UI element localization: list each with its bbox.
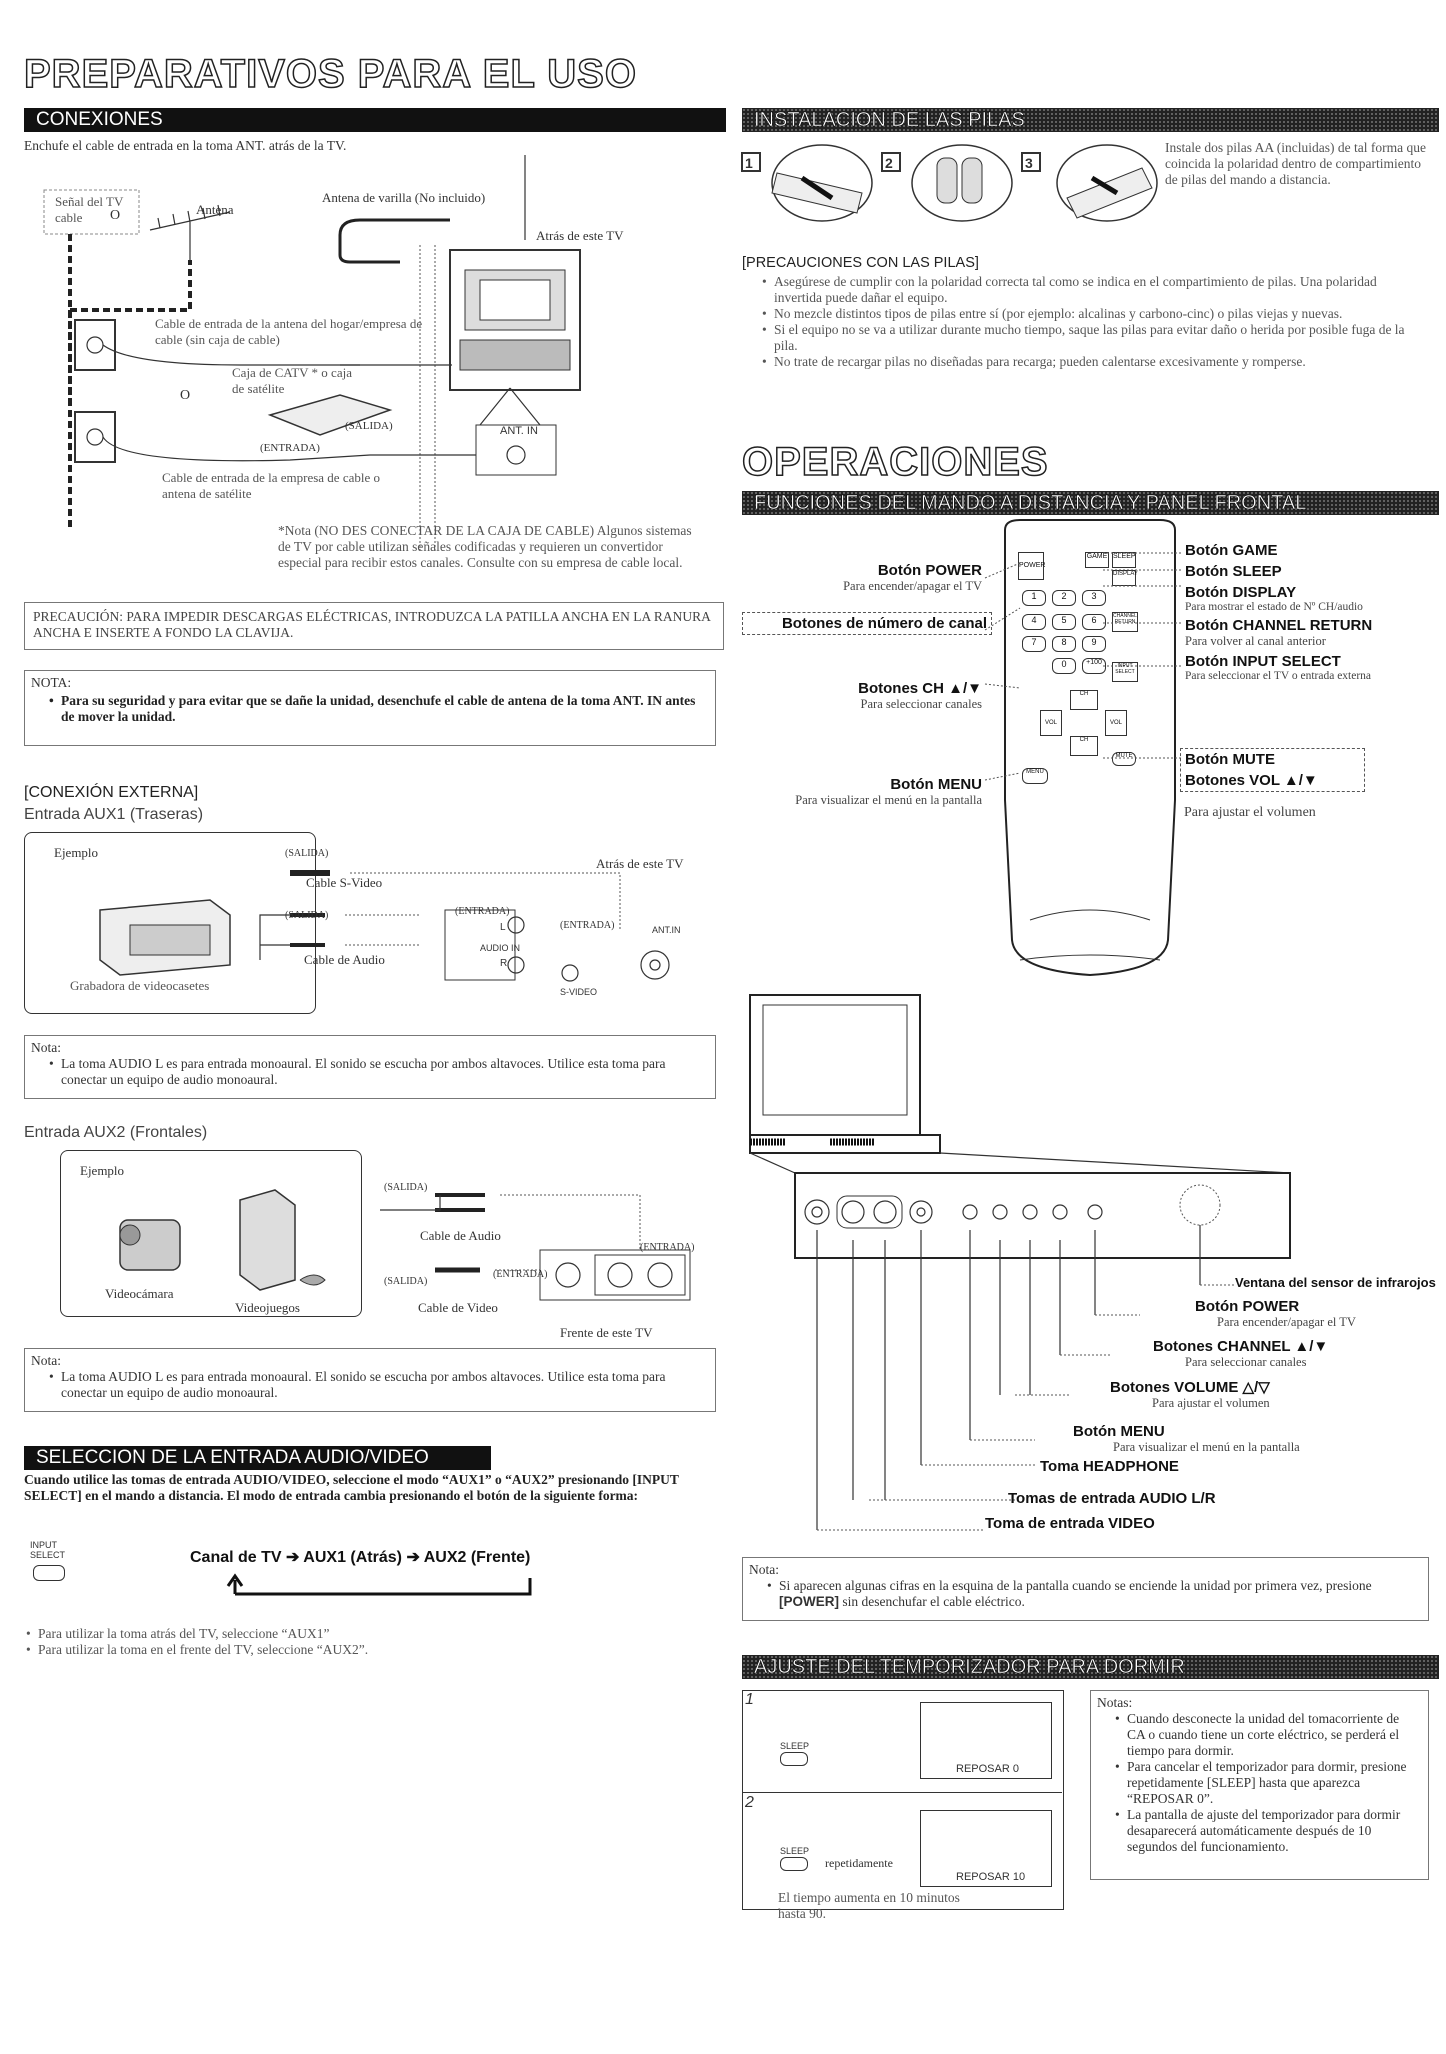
panel-menu: Botón MENU bbox=[1073, 1423, 1165, 1440]
panel-volume: Botones VOLUME △/▽ bbox=[1110, 1379, 1270, 1396]
panel-headphone: Toma HEADPHONE bbox=[1040, 1458, 1179, 1475]
pilas-step-1: 1 bbox=[745, 155, 753, 171]
sleep-label-1: SLEEP bbox=[780, 1741, 810, 1751]
pilas-prec-title: [PRECAUCIONES CON LAS PILAS] bbox=[742, 255, 979, 271]
aux2-title: Entrada AUX2 (Frontales) bbox=[24, 1124, 208, 1141]
pilas-header: INSTALACION DE LAS PILAS bbox=[742, 108, 1439, 132]
label-display-sub: Para mostrar el estado de Nº CH/audio bbox=[1185, 601, 1363, 613]
seleccion-bullet: • Para utilizar la toma atrás del TV, seleccione “AUX1” bbox=[38, 1626, 714, 1642]
panel-power-sub: Para encender/apagar el TV bbox=[1217, 1315, 1356, 1329]
pilas-step-2: 2 bbox=[885, 155, 893, 171]
panel-volume-group bbox=[1110, 1378, 1270, 1411]
operaciones-title: OPERACIONES bbox=[742, 440, 1049, 484]
o-label-1: O bbox=[110, 208, 121, 223]
panel-labels bbox=[1235, 1275, 1436, 1290]
nota-text-b: sin desenchufar el cable eléctrico. bbox=[842, 1594, 1025, 1609]
label-numeros: Botones de número de canal bbox=[742, 612, 992, 635]
label-sleep: Botón SLEEP bbox=[1185, 563, 1282, 580]
operaciones-nota-title: Nota: bbox=[749, 1562, 779, 1577]
label-power-sub: Para encender/apagar el TV bbox=[843, 579, 982, 593]
label-mute: Botón MUTE bbox=[1185, 751, 1275, 768]
entrada-label: (ENTRADA) bbox=[260, 442, 320, 454]
notas-item: • Cuando desconecte la unidad del tomacorriente de CA o cuando tiene un corte eléctrico, se perderá el tiempo para dormir. bbox=[1127, 1711, 1418, 1759]
panel-power-group bbox=[1195, 1298, 1356, 1330]
battery-steps-diagram bbox=[742, 138, 1162, 248]
remote-key-9[interactable]: 9 bbox=[1082, 636, 1106, 652]
conexiones-header: CONEXIONES bbox=[24, 108, 726, 132]
nota-cable: *Nota (NO DES CONECTAR DE LA CAJA DE CABLE) Algunos sistemas de TV por cable utilizan señales codificadas y requieren un convertidor especial para recibir estos canales. Consulte con su empresa de cable local. bbox=[278, 523, 692, 570]
aux1-l: L bbox=[500, 922, 506, 933]
repetidamente: repetidamente bbox=[825, 1856, 893, 1870]
nota-text-a: Si aparecen algunas cifras en la esquina de la pantalla cuando se enciende la unidad por primera vez, presione bbox=[779, 1578, 1372, 1593]
remote-left-power bbox=[742, 562, 982, 594]
aux1-cable-audio: Cable de Audio bbox=[304, 952, 385, 967]
aux1-svideo: S-VIDEO bbox=[560, 987, 598, 997]
aux2-videojuegos: Videojuegos bbox=[235, 1300, 300, 1315]
remote-channel-return-button[interactable]: CHANNEL RETURN bbox=[1112, 612, 1138, 632]
remote-menu-button[interactable]: MENU bbox=[1022, 768, 1048, 784]
remote-sleep-button[interactable]: SLEEP bbox=[1112, 552, 1136, 568]
label-ch-sub: Para seleccionar canales bbox=[860, 697, 982, 711]
notas-item: • Para cancelar el temporizador para dormir, presione repetidamente [SLEEP] hasta que aparezca “REPOSAR 0”. bbox=[1127, 1759, 1418, 1807]
screen-2-text: REPOSAR 10 bbox=[956, 1871, 1026, 1883]
aux1-audio-in: AUDIO IN bbox=[480, 943, 521, 953]
remote-game-button[interactable]: GAME bbox=[1085, 552, 1109, 568]
remote-key-7[interactable]: 7 bbox=[1022, 636, 1046, 652]
pilas-prec-item: • Asegúrese de cumplir con la polaridad correcta tal como se indica en el compartimiento de pilas. Una polaridad invertida puede dañar el equipo. bbox=[774, 274, 1428, 306]
antena-label: Antena bbox=[196, 202, 234, 217]
remote-display-button[interactable]: DISPLAY bbox=[1112, 570, 1136, 586]
arrow-right-icon: ➔ bbox=[286, 1549, 304, 1566]
remote-ch-up-button[interactable]: CH bbox=[1070, 690, 1098, 710]
remote-left-menu bbox=[742, 776, 982, 808]
aux2-entrada-2: (ENTRADA) bbox=[493, 1269, 548, 1280]
remote-key-0[interactable]: 0 bbox=[1052, 658, 1076, 674]
remote-key-4[interactable]: 4 bbox=[1022, 614, 1046, 630]
aux2-frente: Frente de este TV bbox=[560, 1325, 653, 1340]
aux2-cable-video: Cable de Video bbox=[418, 1300, 498, 1315]
label-vol-sub: Para ajustar el volumen bbox=[1184, 805, 1316, 820]
nota1-title: Nota: bbox=[31, 1040, 61, 1055]
seleccion-bullets bbox=[24, 1626, 714, 1658]
panel-channel-sub: Para seleccionar canales bbox=[1185, 1355, 1307, 1369]
pilas-prec-item: • No mezcle distintos tipos de pilas entre sí (por ejemplo: alcalinas y carbono-cinc) o pilas viejas y nuevas. bbox=[774, 306, 1428, 322]
nota2-text bbox=[47, 1369, 707, 1401]
return-arrow-icon bbox=[225, 1572, 545, 1598]
pilas-step-3: 3 bbox=[1025, 155, 1033, 171]
remote-key-6[interactable]: 6 bbox=[1082, 614, 1106, 630]
nota2-box bbox=[24, 1348, 716, 1412]
externa-header: [CONEXIÓN EXTERNA] bbox=[24, 784, 199, 801]
caja-catv-label: Caja de CATV * o caja de satélite bbox=[232, 365, 352, 396]
nota-title: NOTA: bbox=[31, 675, 72, 690]
nota2-title: Nota: bbox=[31, 1353, 61, 1368]
precaucion-box: PRECAUCIÓN: PARA IMPEDIR DESCARGAS ELÉCTRICAS, INTRODUZCA LA PATILLA ANCHA EN LA RANURA ANCHA E INSERTE A FONDO LA CLAVIJA. bbox=[24, 602, 724, 650]
aux2-videocamara: Videocámara bbox=[105, 1286, 174, 1301]
pilas-prec-item: • Si el equipo no se va a utilizar durante mucho tiempo, saque las pilas para evitar daño o herida por posible fuga de la pila. bbox=[774, 322, 1428, 354]
tv-screen-1 bbox=[920, 1702, 1052, 1779]
notas-item: • La pantalla de ajuste del temporizador para dormir desaparecerá automáticamente después de 10 segundos del funcionamiento. bbox=[1127, 1807, 1418, 1855]
page-title: PREPARATIVOS PARA EL USO bbox=[24, 52, 637, 96]
sleep-button-icon-1 bbox=[780, 1752, 808, 1766]
seq-aux2: AUX2 (Frente) bbox=[423, 1549, 531, 1566]
operaciones-nota-text bbox=[765, 1578, 1415, 1610]
sleep-label-2: SLEEP bbox=[780, 1846, 810, 1856]
seleccion-intro: Cuando utilice las tomas de entrada AUDIO/VIDEO, seleccione el modo “AUX1” o “AUX2” presionando [INPUT SELECT] en el mando a distancia. El modo de entrada cambia presionando el botón de la siguiente forma: bbox=[24, 1472, 679, 1503]
panel-channel-group bbox=[1153, 1338, 1328, 1370]
label-game: Botón GAME bbox=[1185, 542, 1278, 559]
o-label-2: O bbox=[180, 388, 191, 403]
aux2-salida-2: (SALIDA) bbox=[384, 1276, 428, 1287]
pilas-prec-list bbox=[760, 274, 1428, 370]
salida-label: (SALIDA) bbox=[345, 420, 393, 432]
operaciones-nota-box bbox=[742, 1557, 1429, 1621]
remote-vol-down-button[interactable]: VOL bbox=[1040, 710, 1062, 736]
nota1-text bbox=[47, 1056, 707, 1088]
aux2-salida-1: (SALIDA) bbox=[384, 1182, 428, 1193]
panel-ir: Ventana del sensor de infrarojos bbox=[1235, 1275, 1436, 1290]
nota-bold: [POWER] bbox=[779, 1594, 839, 1609]
aux2-ejemplo: Ejemplo bbox=[80, 1163, 125, 1178]
step-2-number: 2 bbox=[745, 1794, 754, 1811]
label-return: Botón CHANNEL RETURN bbox=[1185, 617, 1373, 634]
remote-right-vol-labels bbox=[1180, 748, 1365, 792]
pilas-text: Instale dos pilas AA (incluidas) de tal forma que coincida la polaridad dentro de compartimiento de pilas del mando a distancia. bbox=[1165, 140, 1426, 187]
aux1-r: R bbox=[500, 958, 508, 969]
seq-canal: Canal de TV bbox=[190, 1549, 282, 1566]
nota2-bullet: • La toma AUDIO L es para entrada monoaural. El sonido se escucha por ambos altavoces. Utilice esta toma para conectar un equipo de audio monoaural. bbox=[61, 1369, 707, 1401]
panel-volume-sub: Para ajustar el volumen bbox=[1152, 1396, 1270, 1410]
remote-vol-up-button[interactable]: VOL bbox=[1105, 710, 1127, 736]
input-select-label: INPUT SELECT bbox=[30, 1540, 66, 1560]
aux1-title: Entrada AUX1 (Traseras) bbox=[24, 806, 204, 823]
aux2-entrada-1: (ENTRADA) bbox=[640, 1242, 695, 1253]
aumenta-text: El tiempo aumenta en 10 minutos hasta 90. bbox=[778, 1890, 960, 1921]
senal-label: Señal del TV cable bbox=[55, 194, 124, 225]
temporizador-header: AJUSTE DEL TEMPORIZADOR PARA DORMIR bbox=[742, 1655, 1439, 1679]
nota1-bullet: • La toma AUDIO L es para entrada monoaural. El sonido se escucha por ambos altavoces. Utilice esta toma para conectar un equipo de audio monoaural. bbox=[61, 1056, 707, 1088]
seleccion-bullet: • Para utilizar la toma en el frente del TV, seleccione “AUX2”. bbox=[38, 1642, 714, 1658]
aux1-cable-svideo: Cable S-Video bbox=[306, 875, 383, 890]
seq-aux1: AUX1 (Atrás) bbox=[303, 1549, 402, 1566]
panel-menu-sub: Para visualizar el menú en la pantalla bbox=[1113, 1440, 1300, 1454]
nota1-box bbox=[24, 1035, 716, 1099]
label-return-sub: Para volver al canal anterior bbox=[1185, 634, 1326, 648]
sequence bbox=[190, 1547, 530, 1567]
remote-power-button[interactable]: POWER bbox=[1018, 552, 1044, 580]
label-vol: Botones VOL ▲/▼ bbox=[1185, 772, 1318, 789]
input-select-button-icon bbox=[33, 1565, 65, 1581]
remote-key-5[interactable]: 5 bbox=[1052, 614, 1076, 630]
operaciones-nota-bullet bbox=[779, 1578, 1415, 1610]
notas-title: Notas: bbox=[1097, 1695, 1133, 1710]
arrow-right-icon: ➔ bbox=[406, 1549, 424, 1566]
seleccion-header: SELECCION DE LA ENTRADA AUDIO/VIDEO bbox=[24, 1446, 491, 1470]
aux2-diagram bbox=[100, 1180, 720, 1330]
panel-power: Botón POWER bbox=[1195, 1298, 1300, 1315]
label-input: Botón INPUT SELECT bbox=[1185, 653, 1341, 670]
label-menu-sub: Para visualizar el menú en la pantalla bbox=[795, 793, 982, 807]
label-display: Botón DISPLAY bbox=[1185, 584, 1297, 601]
nota-box bbox=[24, 670, 716, 746]
pilas-prec-item: • No trate de recargar pilas no diseñadas para recarga; pueden calentarse excesivamente y romperse. bbox=[774, 354, 1428, 370]
remote-key-100[interactable]: +100 bbox=[1082, 658, 1106, 674]
remote-key-8[interactable]: 8 bbox=[1052, 636, 1076, 652]
remote-right-labels bbox=[1185, 542, 1435, 682]
temporizador-notas-box bbox=[1090, 1690, 1429, 1880]
tv-screen-2 bbox=[920, 1810, 1052, 1887]
screen-1-text: REPOSAR 0 bbox=[956, 1763, 1019, 1775]
panel-video: Toma de entrada VIDEO bbox=[985, 1515, 1155, 1532]
panel-channel: Botones CHANNEL ▲/▼ bbox=[1153, 1338, 1329, 1355]
label-power: Botón POWER bbox=[877, 562, 982, 579]
remote-leader-lines bbox=[985, 548, 1185, 788]
antena-varilla-label: Antena de varilla (No incluido) bbox=[322, 190, 486, 205]
remote-ch-down-button[interactable]: CH bbox=[1070, 736, 1098, 756]
remote-mute-button[interactable]: MUTE bbox=[1112, 752, 1136, 766]
aux1-atras: Atrás de este TV bbox=[596, 856, 684, 871]
label-ch: Botones CH ▲/▼ bbox=[858, 680, 982, 697]
aux1-entrada-1: (ENTRADA) bbox=[455, 906, 510, 917]
aux1-ant-in: ANT.IN bbox=[652, 925, 681, 935]
remote-key-3[interactable]: 3 bbox=[1082, 590, 1106, 606]
aux1-entrada-2: (ENTRADA) bbox=[560, 920, 615, 931]
sleep-button-icon-2 bbox=[780, 1857, 808, 1871]
operaciones-header: FUNCIONES DEL MANDO A DISTANCIA Y PANEL FRONTAL bbox=[742, 491, 1439, 515]
aux1-salida-1: (SALIDA) bbox=[285, 848, 329, 859]
remote-input-select-button[interactable]: INPUT SELECT bbox=[1112, 662, 1138, 682]
aux1-grabadora: Grabadora de videocasetes bbox=[70, 978, 210, 993]
cable-empresa-label: Cable de entrada de la empresa de cable o antena de satélite bbox=[162, 470, 380, 501]
aux1-salida-2: (SALIDA) bbox=[285, 910, 329, 921]
label-menu: Botón MENU bbox=[890, 776, 982, 793]
remote-key-2[interactable]: 2 bbox=[1052, 590, 1076, 606]
step-1-number: 1 bbox=[745, 1691, 754, 1708]
notas-list bbox=[1113, 1711, 1418, 1855]
remote-left-ch bbox=[742, 680, 982, 712]
aux2-cable-audio: Cable de Audio bbox=[420, 1228, 501, 1243]
panel-audio: Tomas de entrada AUDIO L/R bbox=[1008, 1490, 1216, 1507]
remote-key-1[interactable]: 1 bbox=[1022, 590, 1046, 606]
conexiones-intro: Enchufe el cable de entrada en la toma ANT. atrás de la TV. bbox=[24, 138, 347, 153]
cable-entrada-label: Cable de entrada de la antena del hogar/empresa de cable (sin caja de cable) bbox=[155, 316, 423, 347]
aux1-ejemplo: Ejemplo bbox=[54, 845, 99, 860]
nota-bullet: • Para su seguridad y para evitar que se dañe la unidad, desenchufe el cable de antena de la toma ANT. IN antes de mover la unidad. bbox=[61, 693, 707, 725]
ant-in-label: ANT. IN bbox=[500, 425, 538, 437]
atras-tv-label: Atrás de este TV bbox=[536, 228, 624, 243]
nota-text bbox=[47, 693, 707, 725]
label-input-sub: Para seleccionar el TV o entrada externa bbox=[1185, 670, 1372, 682]
step-divider bbox=[742, 1792, 1062, 1793]
panel-menu-group bbox=[1073, 1423, 1300, 1455]
